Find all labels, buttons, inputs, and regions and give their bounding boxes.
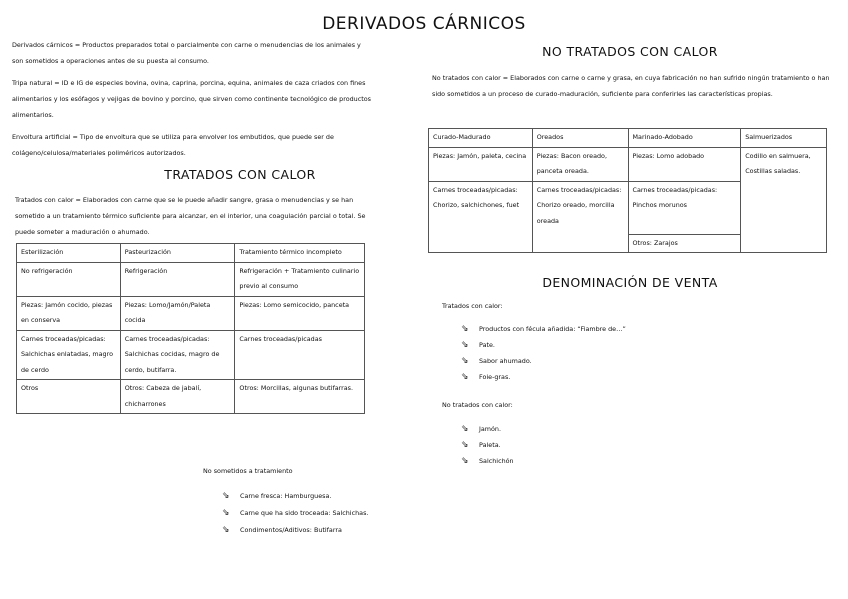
salmuerizados-cell: Codillo en salmuera, Costillas saladas.: [741, 147, 827, 253]
list-item: ⇘ Paleta.: [461, 437, 514, 453]
table-row: [429, 147, 827, 181]
table-cell: Piezas: Lomo semicocido, panceta: [235, 296, 365, 330]
table-row: [17, 380, 365, 414]
table-cell: Carnes troceadas/picadas: Salchichas cocidas, magro de cerdo, butifarra.: [120, 330, 235, 380]
list-item: ⇘ Carne que ha sido troceada: Salchichas.: [222, 505, 368, 521]
venta-no-tratados-label: No tratados con calor:: [442, 401, 513, 409]
table-cell: Otros: Zarajos: [628, 234, 741, 253]
tratados-desc: Tratados con calor = Elaborados con carne que se le puede añadir sangre, grasa o menudencias y se han sometido a un tratamiento térmico suficiente para alcanzar, en el interior, una coagulación parcial o total. Se puede someter a maduración o ahumado.: [15, 196, 366, 236]
header-cell: Oreados: [532, 129, 628, 148]
tratados-desc-block: [15, 192, 370, 240]
table-cell: No refrigeración: [17, 262, 121, 296]
table-row: [17, 262, 365, 296]
page-title: DERIVADOS CÁRNICOS: [322, 14, 526, 34]
arrow-bullet-icon: ⇘: [461, 440, 469, 450]
venta-heading: DENOMINACIÓN DE VENTA: [542, 275, 718, 290]
header-cell: Tratamiento térmico incompleto: [235, 244, 365, 263]
arrow-bullet-icon: ⇘: [222, 525, 230, 535]
arrow-bullet-icon: ⇘: [461, 424, 469, 434]
no-sometidos-label: No sometidos a tratamiento: [203, 467, 293, 475]
intro-tripa-natural: Tripa natural = ID e IG de especies bovina, ovina, caprina, porcina, equina, animales de caza criados con fines alimentarios y los esófagos y vejigas de bovino y porcino, que sirven como continente tecnológico de productos alimentarios.: [12, 79, 371, 119]
intro-section: [12, 37, 372, 161]
list-item: ⇘ Productos con fécula añadida: “Fiambre de…”: [461, 321, 626, 337]
intro-envoltura-artificial: Envoltura artificial = Tipo de envoltura que se utiliza para envolver los embutidos, que puede ser de colágeno/celulosa/materiales poliméricos autorizados.: [12, 133, 334, 157]
intro-derivados: Derivados cárnicos = Productos preparados total o parcialmente con carne o menudencias de los animales y son sometidos a operaciones antes de su puesta al consumo.: [12, 41, 361, 65]
venta-tratados-label: Tratados con calor:: [442, 302, 503, 310]
arrow-bullet-icon: ⇘: [461, 356, 469, 366]
list-item: ⇘ Foie-gras.: [461, 369, 626, 385]
arrow-bullet-icon: ⇘: [461, 340, 469, 350]
arrow-bullet-icon: ⇘: [461, 372, 469, 382]
table-cell: Refrigeración: [120, 262, 235, 296]
no-sometidos-list: [222, 488, 368, 538]
list-item: ⇘ Salchichón: [461, 453, 514, 469]
arrow-bullet-icon: ⇘: [222, 508, 230, 518]
arrow-bullet-icon: ⇘: [461, 456, 469, 466]
table-row: [17, 296, 365, 330]
table-cell: Piezas: Bacon oreado, panceta oreada.: [532, 147, 628, 181]
table-cell: Carnes troceadas/picadas: Pinchos morunos: [628, 181, 741, 234]
tratados-table: [16, 243, 365, 414]
arrow-bullet-icon: ⇘: [461, 324, 469, 334]
venta-no-tratados-list: [461, 421, 514, 469]
list-item: ⇘ Jamón.: [461, 421, 514, 437]
table-cell: Otros: Cabeza de jabalí, chicharrones: [120, 380, 235, 414]
header-cell: Salmuerizados: [741, 129, 827, 148]
list-item: ⇘ Condimentos/Aditivos: Butifarra: [222, 522, 368, 538]
tratados-heading: TRATADOS CON CALOR: [164, 167, 316, 182]
header-cell: Pasteurización: [120, 244, 235, 263]
table-cell: Piezas: Lomo adobado: [628, 147, 741, 181]
list-item: ⇘ Pate.: [461, 337, 626, 353]
table-cell: Carnes troceadas/picadas: [235, 330, 365, 380]
table-header-row: [17, 244, 365, 263]
table-cell: Carnes troceadas/picadas: Chorizo, salchichones, fuet: [429, 181, 533, 253]
no-tratados-desc: No tratados con calor = Elaborados con carne o carne y grasa, en cuya fabricación no han sufrido ningún tratamiento o han sido sometidos a un proceso de curado-maduración, suficiente para conferirles las características propias.: [432, 74, 830, 98]
header-cell: Marinado-Adobado: [628, 129, 741, 148]
table-row: [17, 330, 365, 380]
list-item: ⇘ Sabor ahumado.: [461, 353, 626, 369]
table-cell: Piezas: Lomo/Jamón/Paleta cocida: [120, 296, 235, 330]
arrow-bullet-icon: ⇘: [222, 491, 230, 501]
table-cell: Otros: [17, 380, 121, 414]
table-cell: Piezas: Jamón cocido, piezas en conserva: [17, 296, 121, 330]
table-header-row: [429, 129, 827, 148]
header-cell: Esterilización: [17, 244, 121, 263]
table-cell: Otros: Morcillas, algunas butifarras.: [235, 380, 365, 414]
list-item: ⇘ Carne fresca: Hamburguesa.: [222, 488, 368, 504]
no-tratados-desc-block: [432, 70, 830, 102]
no-tratados-heading: NO TRATADOS CON CALOR: [542, 44, 718, 59]
table-cell: Piezas: Jamón, paleta, cecina: [429, 147, 533, 181]
no-tratados-table: [428, 128, 827, 253]
header-cell: Curado-Madurado: [429, 129, 533, 148]
table-cell: Refrigeración + Tratamiento culinario previo al consumo: [235, 262, 365, 296]
table-cell: Carnes troceadas/picadas: Salchichas enlatadas, magro de cerdo: [17, 330, 121, 380]
table-cell: Carnes troceadas/picadas: Chorizo oreado, morcilla oreada: [532, 181, 628, 253]
venta-tratados-list: [461, 321, 626, 385]
